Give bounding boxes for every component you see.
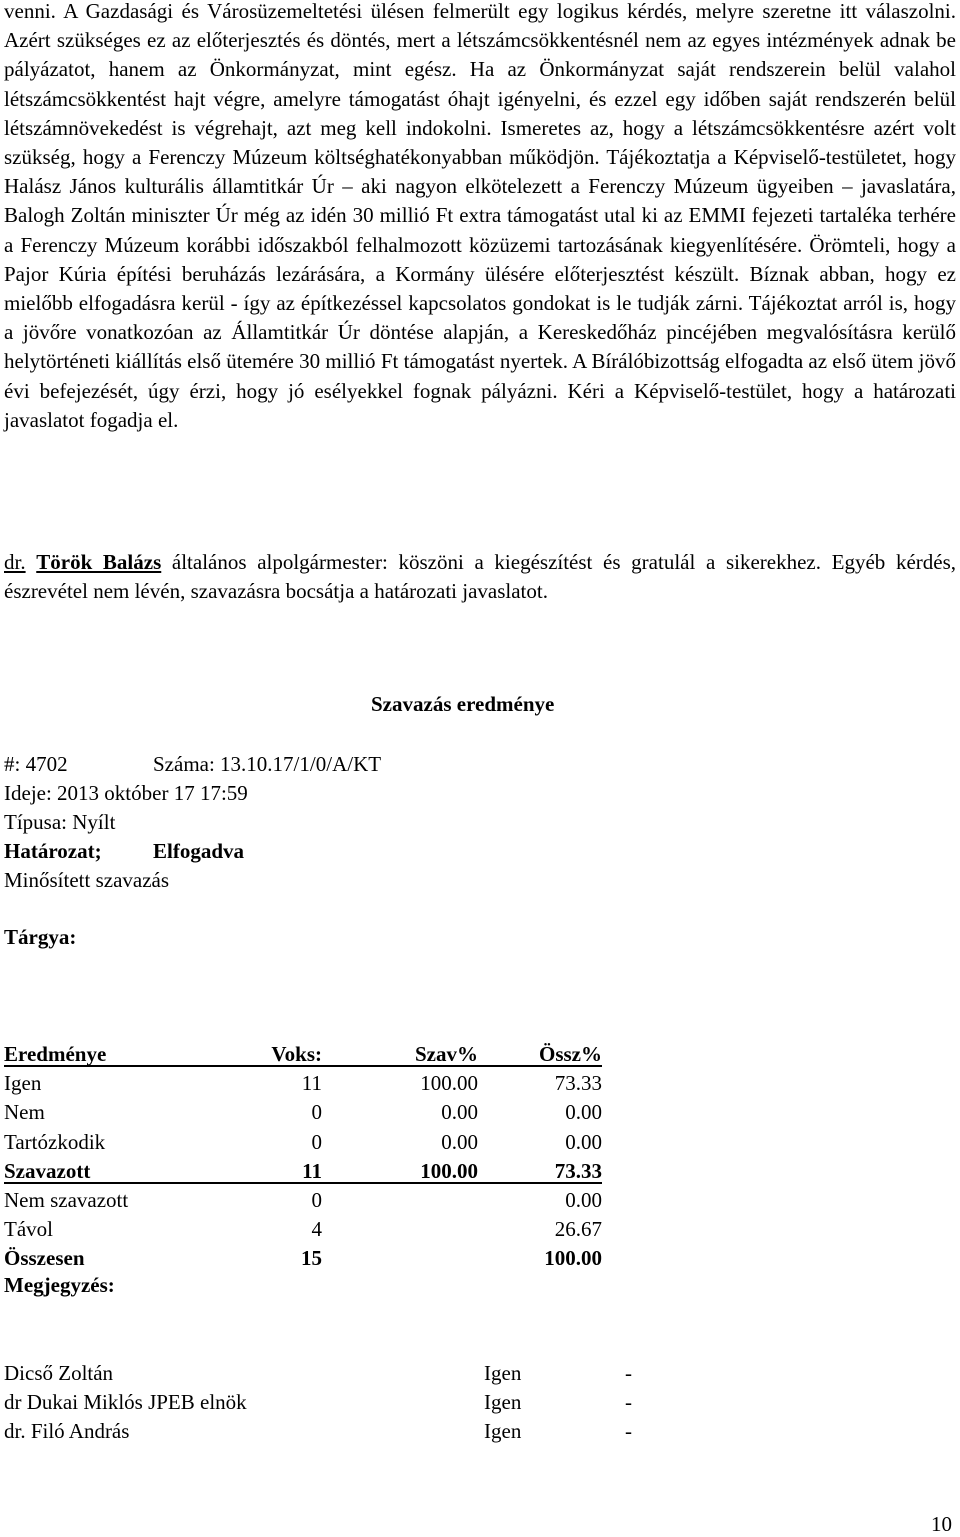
voter-name: Dicső Zoltán: [4, 1361, 114, 1385]
row-voks: 15: [301, 1246, 322, 1271]
row-voks: 4: [311, 1217, 322, 1242]
note-label: Megjegyzés:: [4, 1273, 115, 1297]
row-ossz: 0.00: [565, 1100, 602, 1125]
voter-dash: -: [625, 1361, 632, 1385]
paragraph-main: venni. A Gazdasági és Városüzemeltetési ülésen felmerült egy logikus kérdés, melyre szeretne itt válaszolni. Azért szükséges ez az előterjesztés és döntés, mert a létszámcsökkentésnél nem az egyes intézmények adnak be pályázatot, hanem az Önkormányzat, mint egész. Ha az Önkormányzat saját rendszerein belül valahol létszámcsökkentést hajt végre, amelyre támogatást óhajt igényelni, és ezzel egy időben saját rendszerén belül létszámnövekedést is végrehajt, azt meg kell indokolni. Ismeretes az, hogy a létszámcsökkentésre azért volt szükség, hogy a Ferenczy Múzeum költséghatékonyabban működjön. Tájékoztatja a Képviselő-testületet, hogy Halász János kulturális államtitkár Úr – aki nagyon elkötelezett a Ferenczy Múzeum ügyeiben – javaslatára, Balogh Zoltán miniszter Úr még az idén 30 millió Ft extra támogatást utal ki az EMMI fejezeti tartaléka terhére a Ferenczy Múzeum korábbi időszakból felhalmozott közüzemi tartozásának kiegyenlítésére. Örömteli, hogy a Pajor Kúria építési beruházás lezárására, a Kormány ülésére előterjesztést készült. Bíznak abban, hogy ez mielőbb elfogadásra kerül - így az építkezéssel kapcsolatos gondokat is le tudják zárni. Tájékoztat arról is, hogy a jövőre vonatkozóan az Államtitkár Úr döntése alapján, a Kereskedőház pincéjében megvalósításra kerülő helytörténeti kiállítás első ütemére 30 millió Ft támogatást nyertek. A Bírálóbizottság elfogadta az első ütem jövő évi befejezését, úgy érzi, hogy jó esélyekkel fognak pályázni. Kéri a Képviselő-testület, hogy a határozati javaslatot fogadja el.: [4, 0, 956, 432]
row-ossz: 73.33: [554, 1158, 602, 1183]
row-underline: [4, 1182, 602, 1184]
row-label: Igen: [4, 1071, 42, 1096]
row-szav: 0.00: [441, 1129, 478, 1154]
row-voks: 0: [311, 1100, 322, 1125]
row-label: Összesen: [4, 1246, 85, 1271]
header-result: Eredménye: [4, 1042, 107, 1066]
header-szav: Szav%: [415, 1042, 478, 1066]
vote-heading: Szavazás eredménye: [371, 692, 555, 716]
row-ossz: 73.33: [554, 1071, 602, 1096]
row-voks: 11: [302, 1158, 322, 1183]
row-label: Tartózkodik: [4, 1129, 106, 1154]
vote-qualified: Minősített szavazás: [4, 868, 170, 892]
paragraph-vice-mayor: [4, 548, 956, 606]
row-ossz: 0.00: [565, 1129, 602, 1154]
vote-id-line: [4, 750, 381, 779]
voter-name: dr Dukai Miklós JPEB elnök: [4, 1390, 247, 1415]
header-underline: [4, 1065, 602, 1067]
vote-subject-label: Tárgya:: [4, 925, 77, 949]
row-label: Nem szavazott: [4, 1187, 129, 1212]
vote-decision: [4, 837, 244, 866]
row-ossz: 0.00: [565, 1187, 602, 1212]
row-label: Nem: [4, 1100, 45, 1125]
vote-number: Száma: 13.10.17/1/0/A/KT: [153, 752, 382, 776]
row-ossz: 26.67: [554, 1217, 602, 1242]
row-szav: 0.00: [441, 1100, 478, 1125]
voter-vote: Igen: [484, 1419, 522, 1444]
row-szav: 100.00: [420, 1158, 478, 1183]
vote-date: Ideje: 2013 október 17 17:59: [4, 781, 248, 805]
speaker-text: általános alpolgármester: köszöni a kiegészítést és gratulál a sikerekhez. Egyéb kérdés, észrevétel nem lévén, szavazásra bocsátja a határozati javaslatot.: [4, 550, 956, 604]
speaker-name: Török Balázs: [36, 550, 162, 574]
vote-type: Típusa: Nyílt: [4, 810, 116, 834]
vote-id: #: 4702: [4, 752, 68, 776]
row-label: Távol: [4, 1217, 53, 1242]
voter-vote: Igen: [484, 1361, 522, 1385]
row-szav: 100.00: [420, 1071, 478, 1096]
voter-dash: -: [625, 1390, 632, 1415]
voter-dash: -: [625, 1419, 632, 1444]
page-number: 10: [931, 1512, 952, 1536]
header-ossz: Össz%: [539, 1042, 602, 1066]
decision-label: Határozat;: [4, 839, 102, 863]
speaker-title: dr.: [4, 550, 26, 574]
row-voks: 0: [311, 1129, 322, 1154]
header-voks: Voks:: [271, 1042, 322, 1066]
decision-value: Elfogadva: [153, 839, 245, 863]
voter-vote: Igen: [484, 1390, 522, 1415]
row-ossz: 100.00: [544, 1246, 602, 1271]
row-voks: 0: [311, 1187, 322, 1212]
row-label: Szavazott: [4, 1158, 91, 1183]
voter-name: dr. Filó András: [4, 1419, 130, 1444]
row-voks: 11: [301, 1071, 322, 1096]
